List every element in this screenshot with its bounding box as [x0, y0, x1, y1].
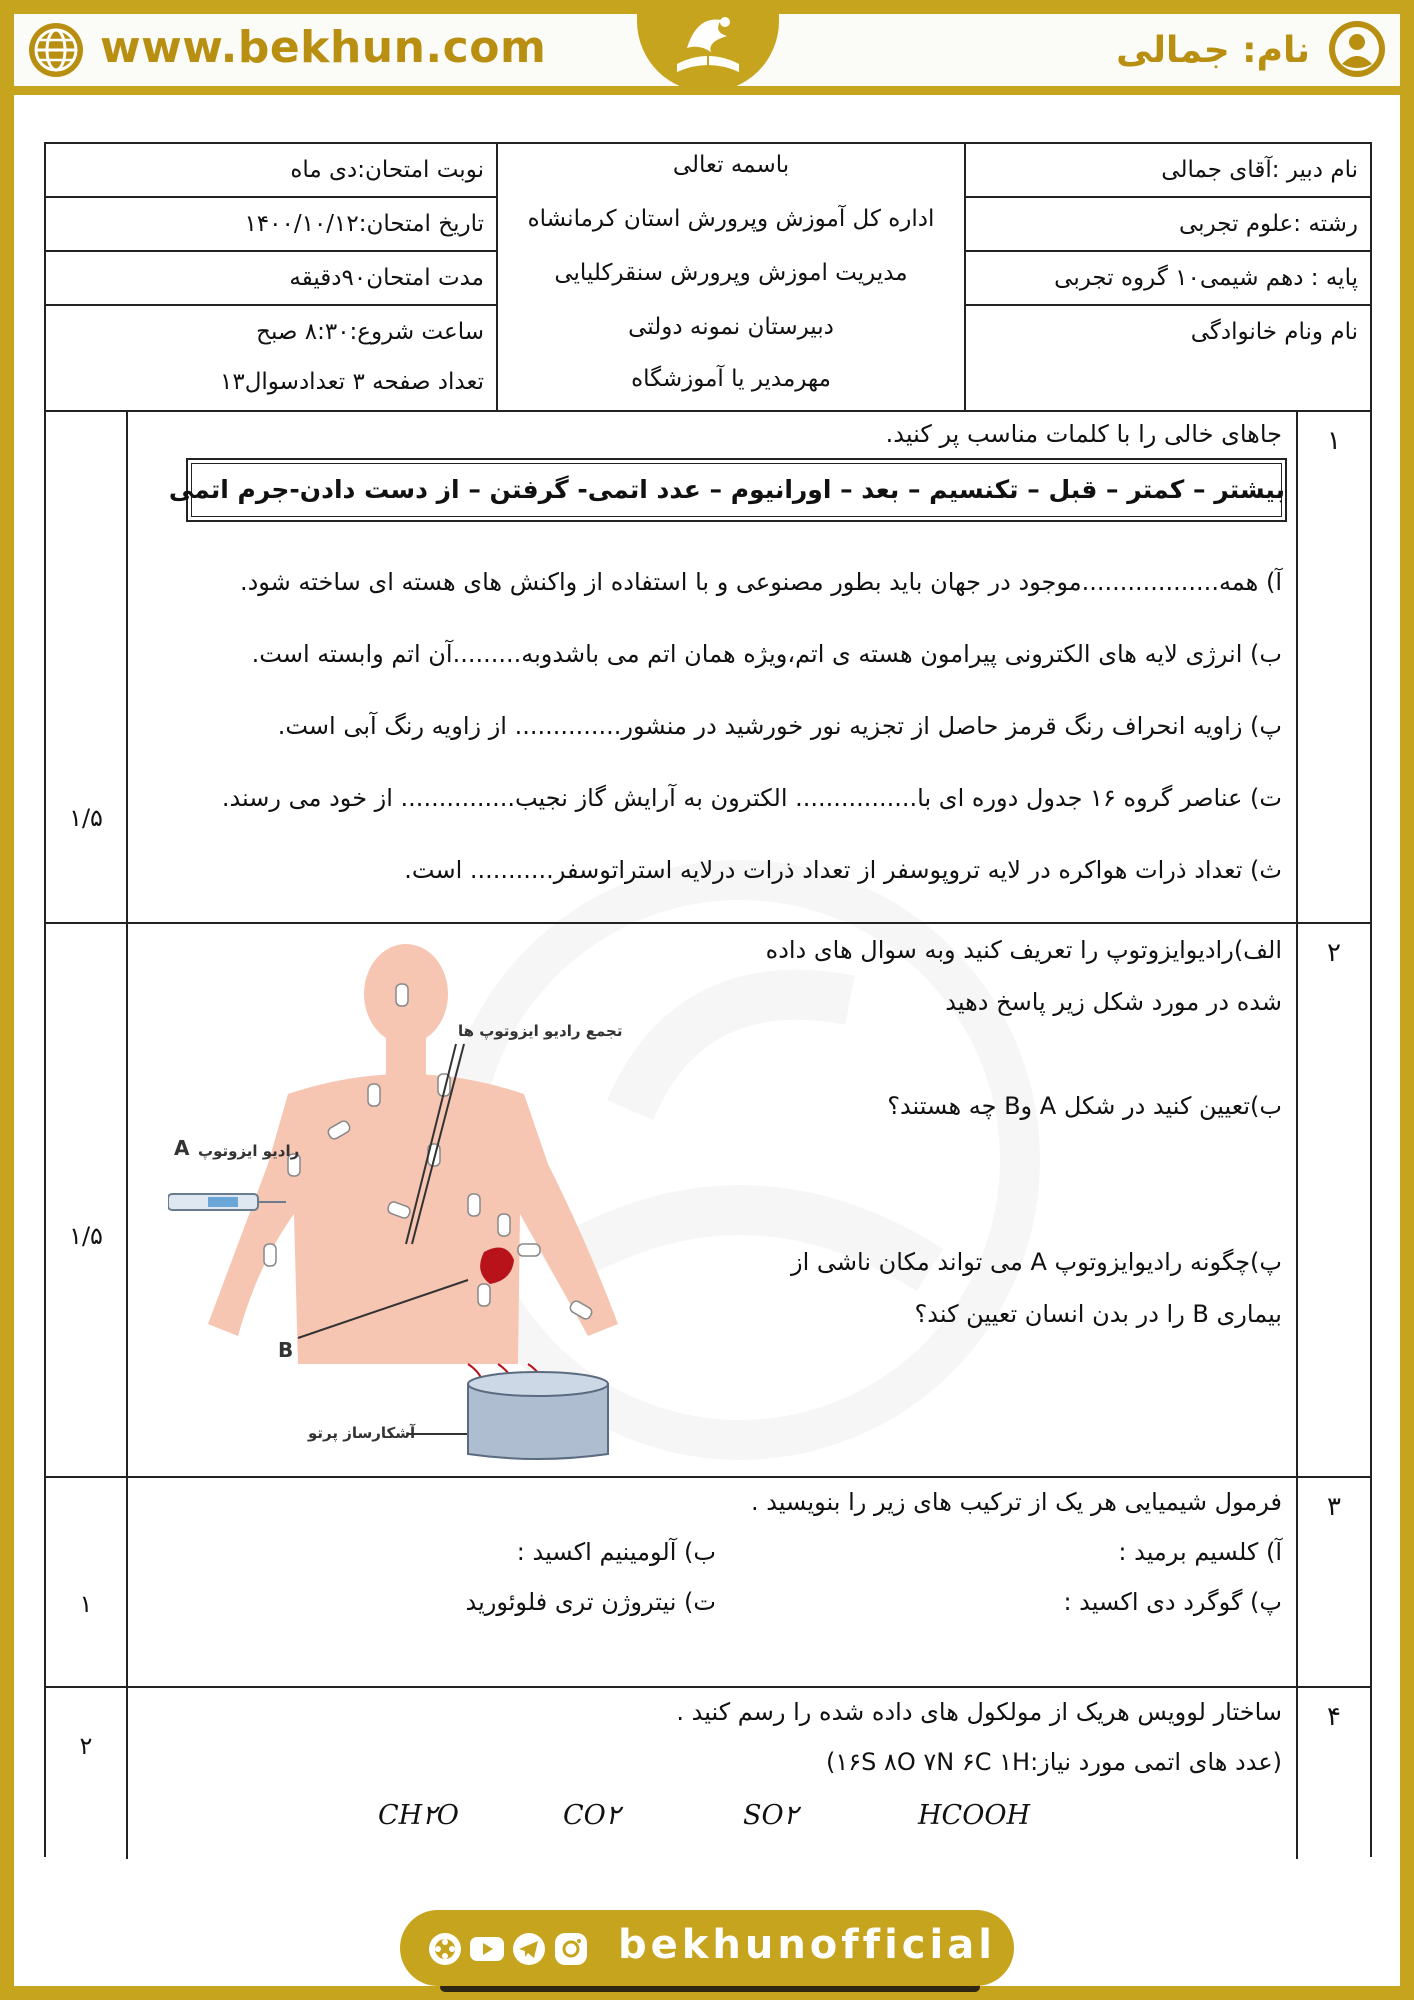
exam-duration: مدت امتحان۹۰دقیقه — [46, 252, 496, 306]
bismillah: باسمه تعالی — [672, 152, 790, 178]
exam-header — [46, 144, 1370, 412]
molecule-formula: CO۲ — [563, 1800, 621, 1831]
atomic-numbers: (عدد های اتمی مورد نیاز:۱۶S ۸O ۷N ۶C ۱H) — [825, 1748, 1282, 1776]
question-number: ۲ — [1296, 924, 1370, 1476]
left-frame — [0, 0, 14, 2000]
fill-blank-item: ت) عناصر گروه ۱۶ جدول دوره ای با................ الکترون به آرایش گاز نجیب............... از خود می رسند. — [221, 784, 1282, 812]
aparat-icon[interactable] — [426, 1930, 464, 1968]
student-full-name: نام ونام خانوادگی — [1190, 319, 1358, 345]
question-row — [46, 924, 1370, 1478]
pages-and-questions: تعداد صفحه ۳ تعدادسوال۱۳ — [219, 369, 484, 395]
question-row — [46, 412, 1370, 924]
compound-item: پ) گوگرد دی اکسید : — [1063, 1588, 1282, 1616]
right-frame — [1400, 0, 1414, 2000]
fill-blank-item: آ) همه..................موجود در جهان باید بطور مصنوعی و با استفاده از واکنش های هسته ای ساخته شود. — [239, 568, 1282, 596]
fill-blank-item: ث) تعداد ذرات هواکره در لایه تروپوسفر از تعداد ذرات درلایه استراتوسفر........... است. — [404, 856, 1282, 884]
grade-level: پایه : دهم شیمی۱۰ گروه تجربی — [966, 252, 1370, 306]
question-text-line: شده در مورد شکل زیر پاسخ دهید — [945, 988, 1282, 1016]
human-body-illustration — [168, 944, 728, 1484]
instagram-icon[interactable] — [552, 1930, 590, 1968]
fill-blank-item: پ) زاویه انحراف رنگ قرمز حاصل از تجزیه نور خورشید در منشور.............. از زاویه رنگ آبی است. — [277, 712, 1282, 740]
molecule-formula: SO۲ — [743, 1800, 799, 1831]
question-text-line: پ)چگونه رادیوایزوتوپ A می تواند مکان ناشی از — [791, 1248, 1282, 1276]
question-row — [46, 1688, 1370, 1859]
telegram-icon[interactable] — [510, 1930, 548, 1968]
question-prompt: ساختار لوویس هریک از مولکول های داده شده را رسم کنید . — [676, 1698, 1282, 1726]
question-prompt: فرمول شیمیایی هر یک از ترکیب های زیر را بنویسید . — [750, 1488, 1282, 1516]
website-url[interactable]: www.bekhun.com — [100, 22, 547, 73]
figure-label-detector: آشکارساز پرتو — [308, 1424, 416, 1442]
radioisotope-figure — [168, 944, 728, 1484]
exam-sheet — [44, 142, 1372, 1857]
question-number: ۱ — [1296, 412, 1370, 922]
word-bank: بیشتر – کمتر – قبل – تکنسیم – بعد – اورانیوم – عدد اتمی- گرفتن – از دست دادن-جرم اتمی — [186, 458, 1287, 522]
question-body — [128, 1478, 1296, 1686]
field-of-study: رشته :علوم تجربی — [966, 198, 1370, 252]
question-text-line: بیماری B را در بدن انسان تعیین کند؟ — [914, 1300, 1282, 1328]
figure-label-b: B — [278, 1338, 294, 1362]
question-row — [46, 1478, 1370, 1688]
district-name: مدیریت اموزش وپرورش سنقرکلیایی — [554, 260, 908, 286]
exam-date: تاریخ امتحان:۱۴۰۰/۱۰/۱۲ — [46, 198, 496, 252]
figure-label-a: A — [174, 1136, 190, 1160]
question-text-line: الف)رادیوایزوتوپ را تعریف کنید وبه سوال های داده — [765, 936, 1282, 964]
user-icon — [1326, 18, 1388, 80]
compound-item: آ) کلسیم برمید : — [1118, 1538, 1282, 1566]
question-text-line: ب)تعیین کنید در شکل A وB چه هستند؟ — [887, 1092, 1282, 1120]
student-name-label: نام: جمالی — [1116, 30, 1310, 71]
figure-label-radioisotope: رادیو ایزوتوپ — [198, 1142, 300, 1160]
globe-icon — [26, 20, 86, 80]
question-prompt: جاهای خالی را با کلمات مناسب پر کنید. — [885, 420, 1282, 448]
book-logo-icon — [667, 8, 749, 84]
question-body — [128, 924, 1296, 1476]
question-number: ۴ — [1296, 1688, 1370, 1859]
question-score: ۱/۵ — [46, 924, 128, 1476]
teacher-name: نام دبیر :آقای جمالی — [966, 144, 1370, 198]
question-score: ۱ — [46, 1478, 128, 1686]
school-stamp: مهرمدیر یا آموزشگاه — [631, 366, 831, 392]
department-name: اداره کل آموزش وپرورش استان کرمانشاه — [527, 206, 935, 232]
start-time: ساعت شروع:۸:۳۰ صبح — [256, 319, 484, 345]
question-body — [128, 412, 1296, 922]
question-number: ۳ — [1296, 1478, 1370, 1686]
header-middle-column — [496, 144, 964, 410]
molecule-formula: CH۲O — [378, 1800, 459, 1831]
compound-item: ت) نیتروژن تری فلوئورید — [465, 1588, 716, 1616]
exam-session: نوبت امتحان:دی ماه — [46, 144, 496, 198]
question-body — [128, 1688, 1296, 1859]
header-left-column — [46, 144, 496, 410]
question-score: ۲ — [46, 1688, 128, 1859]
compound-item: ب) آلومینیم اکسید : — [516, 1538, 716, 1566]
molecule-formula: HCOOH — [918, 1800, 1031, 1831]
social-handle[interactable]: bekhunofficial — [618, 1922, 996, 1968]
school-name: دبیرستان نمونه دولتی — [628, 314, 834, 340]
question-score: ۱/۵ — [46, 412, 128, 922]
header-right-column — [964, 144, 1370, 410]
figure-label-accumulation: تجمع رادیو ایزوتوپ ها — [458, 1022, 623, 1040]
youtube-icon[interactable] — [468, 1930, 506, 1968]
fill-blank-item: ب) انرژی لایه های الکترونی پیرامون هسته ی اتم،ویژه همان اتم می باشدوبه.........آن اتم وابسته است. — [251, 640, 1282, 668]
